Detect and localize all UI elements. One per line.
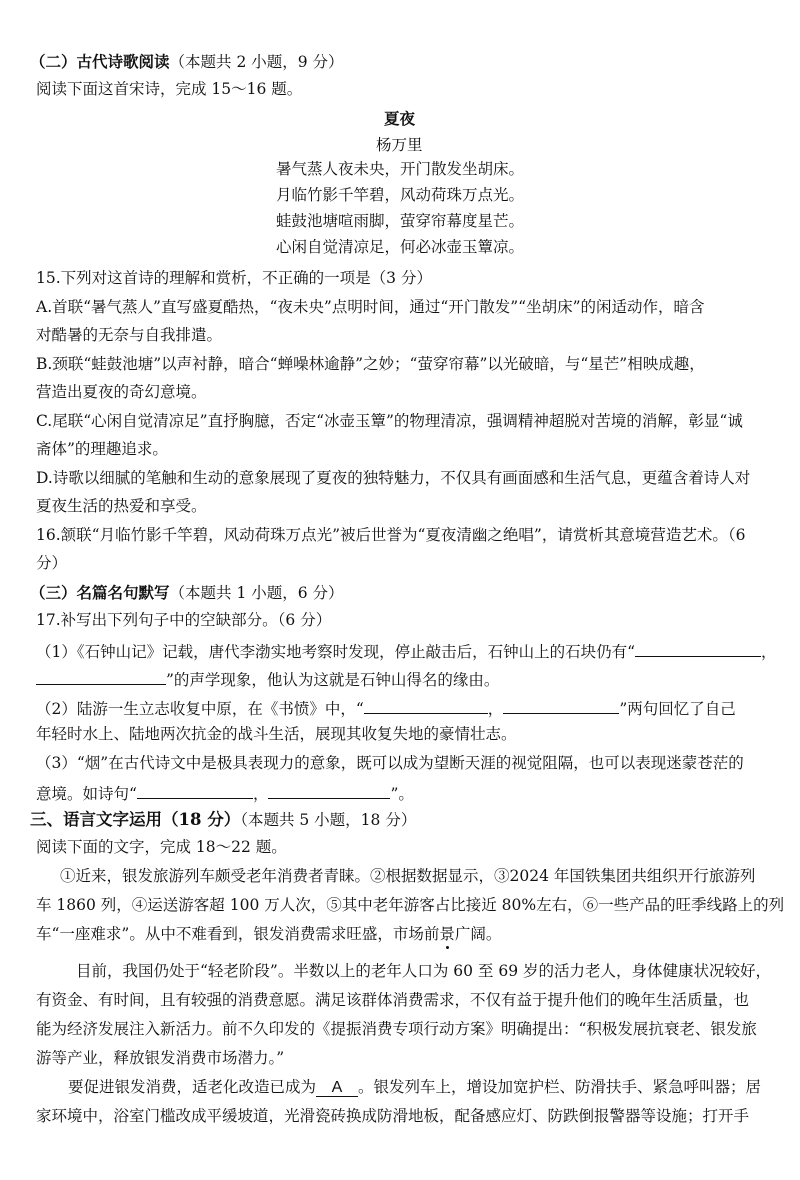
question-17-stem: 17.补写出下列句子中的空缺部分。（6 分） xyxy=(36,611,332,629)
poem-author: 杨万里 xyxy=(376,136,423,154)
answer-blank[interactable] xyxy=(137,784,253,799)
answer-blank[interactable] xyxy=(503,699,619,714)
option-d-line-2: 夏夜生活的热爱和享受。 xyxy=(36,497,207,515)
q17-text: ， xyxy=(761,643,777,661)
section-2-heading: （二）古代诗歌阅读 xyxy=(30,52,170,71)
poem-title: 夏夜 xyxy=(384,109,416,128)
dotted-character: 景 xyxy=(439,925,455,943)
part-3-heading: 三、语言文字运用（18 分） xyxy=(30,810,241,829)
question-17-part-3-line-1: （3）“烟”在古代诗文中是极具表现力的意象，既可以成为望断天涯的视觉阻隔，也可以表现迷蒙苍茫的 xyxy=(36,754,744,772)
q17-text: （2）陆游一生立志收复中原，在《书愤》中，“ xyxy=(36,700,364,718)
q17-text: ， xyxy=(252,785,269,803)
passage-p1-line-3 xyxy=(36,927,501,943)
q17-text: ”的声学现象，他认为这就是石钟山得名的缘由。 xyxy=(166,671,500,689)
option-a-line-2: 对酷暑的无奈与自我排遣。 xyxy=(36,326,223,344)
question-17-part-2-line-2: 年轻时水上、陆地两次抗金的战斗生活，展现其收复失地的豪情壮志。 xyxy=(36,725,517,743)
passage-p1-line-1: ①近来，银发旅游列车颇受老年消费者青睐。②根据数据显示，③2024 年国铁集团共组织开行旅游列 xyxy=(60,867,756,885)
option-b-line-2: 营造出夏夜的奇幻意境。 xyxy=(36,383,207,401)
section-2-header xyxy=(30,54,344,71)
section-2-note: （本题共 2 小题，9 分） xyxy=(169,53,344,71)
q17-text: （1）《石钟山记》记载，唐代李渤实地考察时发现，停止敲击后，石钟山上的石块仍有“ xyxy=(36,643,636,661)
q17-text: ”两句回忆了自己 xyxy=(619,700,736,718)
passage-p2-line-1: 目前，我国仍处于“轻老阶段”。半数以上的老年人口为 60 至 69 岁的活力老人，身体健康状况较好， xyxy=(76,962,772,980)
answer-blank[interactable] xyxy=(635,642,761,657)
option-a-line-1: A.首联“暑气蒸人”直写盛夏酷热，“夜未央”点明时间，通过“开门散发”“坐胡床”的闲适动作，暗含 xyxy=(36,298,705,316)
section-3-header xyxy=(30,585,344,602)
question-17-part-3-line-2 xyxy=(36,784,414,803)
poem-line: 暑气蒸人夜未央，开门散发坐胡床。 xyxy=(276,160,525,178)
option-d-line-1: D.诗歌以细腻的笔触和生动的意象展现了夏夜的独特魅力，不仅具有画面感和生活气息，更蕴含着诗人对 xyxy=(36,469,751,487)
question-17-part-1-line-2 xyxy=(36,670,499,689)
question-17-part-1-line-1 xyxy=(36,642,777,661)
passage-p3-line-1 xyxy=(68,1080,761,1097)
option-b-line-1: B.颈联“蛙鼓池塘”以声衬静，暗合“蝉噪林逾静”之妙；“萤穿帘幕”以光破暗，与“星芒”相映成趣， xyxy=(36,355,705,373)
answer-blank-a[interactable]: A xyxy=(316,1080,358,1097)
passage-text: 要促进银发消费，适老化改造已成为 xyxy=(68,1078,317,1096)
poem-line: 月临竹影千竿碧，风动荷珠万点光。 xyxy=(276,186,525,204)
question-15-stem: 15.下列对这首诗的理解和赏析，不正确的一项是（3 分） xyxy=(36,269,432,287)
passage-text: 广阔。 xyxy=(454,925,502,943)
answer-blank[interactable] xyxy=(364,699,488,714)
passage-p3-line-2: 家环境中，浴室门槛改成平缓坡道，光滑瓷砖换成防滑地板，配备感应灯、防跌倒报警器等设施；打开手 xyxy=(36,1107,750,1125)
option-c-line-2: 斋体”的理趣追求。 xyxy=(36,440,168,458)
option-c-line-1: C.尾联“心闲自觉清凉足”直抒胸臆，否定“冰壶玉簟”的物理清凉，强调精神超脱对苦境的消解，彰显“诚 xyxy=(36,412,743,430)
section-3-heading: （三）名篇名句默写 xyxy=(30,583,170,602)
passage-text: 车“一座难求”。从中不难看到，银发消费需求旺盛，市场前 xyxy=(36,925,440,943)
part-3-note: （本题共 5 小题，18 分） xyxy=(240,811,417,829)
poem-line: 蛙鼓池塘喧雨脚，萤穿帘幕度星芒。 xyxy=(276,212,525,230)
passage-p1-line-2: 车 1860 列，④运送游客超 100 万人次，⑤其中老年游客占比接近 80%左右，⑥一些产品的旺季线路上的列 xyxy=(36,896,785,914)
section-3-note: （本题共 1 小题，6 分） xyxy=(169,584,344,602)
q17-text: ， xyxy=(487,700,504,718)
question-17-part-2-line-1 xyxy=(36,699,736,718)
question-16-line-2: 分） xyxy=(36,554,68,572)
passage-p2-line-2: 有资金、有时间，且有较强的消费意愿。满足该群体消费需求，不仅有益于提升他们的晚年生活质量，也 xyxy=(36,991,750,1009)
q17-text: 意境。如诗句“ xyxy=(36,785,137,803)
passage-text: 。银发列车上，增设加宽护栏、防滑扶手、紧急呼叫器；居 xyxy=(358,1078,762,1096)
answer-blank[interactable] xyxy=(36,670,166,685)
part-3-instruction: 阅读下面的文字，完成 18～22 题。 xyxy=(36,838,287,856)
poem-line: 心闲自觉清凉足，何必冰壶玉簟凉。 xyxy=(276,238,525,256)
passage-p2-line-3: 能为经济发展注入新活力。前不久印发的《提振消费专项行动方案》明确提出：“积极发展抗衰老、银发旅 xyxy=(36,1020,757,1038)
question-16-line-1: 16.颔联“月临竹影千竿碧，风动荷珠万点光”被后世誉为“夏夜清幽之绝唱”，请赏析其意境营造艺术。（6 xyxy=(36,526,746,544)
part-3-header xyxy=(30,812,416,829)
section-2-instruction: 阅读下面这首宋诗，完成 15～16 题。 xyxy=(36,80,303,98)
q17-text: ”。 xyxy=(390,785,414,803)
passage-p2-line-4: 游等产业，释放银发消费市场潜力。” xyxy=(36,1049,285,1067)
answer-blank[interactable] xyxy=(268,784,390,799)
